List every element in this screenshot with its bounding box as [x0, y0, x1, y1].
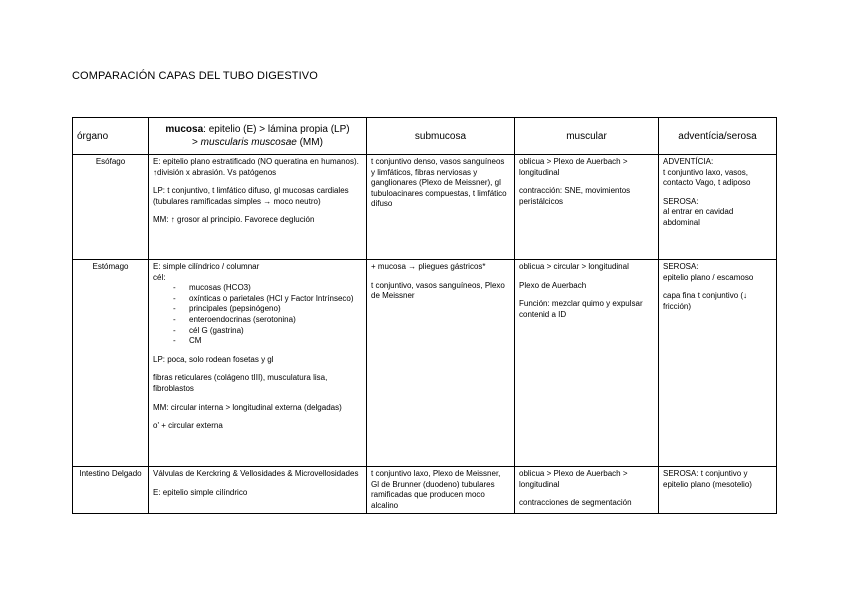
- header-mucosa-bold: mucosa: [165, 124, 204, 135]
- text-line: SEROSA: t conjuntivo y epitelio plano (mesotelio): [663, 469, 752, 489]
- text-line: ADVENTÍCIA:: [663, 157, 714, 166]
- text-line: Plexo de Auerbach: [519, 280, 587, 290]
- text-line: E: epitelio simple cilíndrico: [153, 487, 248, 497]
- list-item: - cél G (gastrina): [173, 326, 362, 337]
- text-line: epitelio plano / escamoso: [663, 272, 754, 282]
- text-line: t conjuntivo denso, vasos sanguíneos y limfáticos, fibras nerviosas y ganglionares (Plexo de Meissner), gl tubuloacinares compuestas, t limfático difuso: [371, 157, 507, 209]
- cell-type-list: [153, 283, 362, 347]
- text-line: MM: circular interna > longitudinal externa (delgadas): [153, 402, 342, 412]
- text-line: cél:: [153, 272, 166, 282]
- header-submucosa: submucosa: [367, 118, 515, 155]
- text-line: al entrar en cavidad abdominal: [663, 207, 734, 227]
- header-adventicia: adventícia/serosa: [659, 118, 777, 155]
- esofago-mucosa: [149, 155, 367, 260]
- text-line: t conjuntivo laxo, Plexo de Meissner, Gl de Brunner (duodeno) tubulares ramificadas que producen moco alcalino: [371, 469, 501, 510]
- estomago-mucosa: [149, 260, 367, 467]
- organ-intestino: Intestino Delgado: [73, 467, 149, 514]
- intestino-muscular: [515, 467, 659, 514]
- header-mucosa-italic: muscularis muscosae: [200, 137, 297, 148]
- text-line: LP: t conjuntivo, t limfático difuso, gl mucosas cardiales (tubulares ramificadas simples → moco neutro): [153, 186, 349, 206]
- estomago-muscular: [515, 260, 659, 467]
- text-line: Función: mezclar quimo y expulsar contenid a ID: [519, 299, 643, 319]
- text-line: oblicua > Plexo de Auerbach > longitudinal: [519, 469, 628, 489]
- header-row: [73, 118, 777, 155]
- text-line: MM: ↑ grosor al principio. Favorece deglución: [153, 215, 315, 225]
- intestino-mucosa: [149, 467, 367, 514]
- text-line: ↑división x abrasión. Vs patógenos: [153, 167, 277, 177]
- esofago-muscular: [515, 155, 659, 260]
- list-item: - oxínticas o parietales (HCl y Factor Intrínseco): [173, 294, 362, 305]
- list-item: - enteroendocrinas (serotonina): [173, 315, 362, 326]
- organ-estomago: Estómago: [73, 260, 149, 467]
- intestino-adventicia: [659, 467, 777, 514]
- header-mucosa-rest: : epitelio (E) > lámina propia (LP): [203, 124, 350, 135]
- text-line: contracciones de segmentación: [519, 498, 632, 508]
- text-line: SEROSA:: [663, 262, 699, 271]
- header-organ: órgano: [73, 118, 149, 155]
- esofago-submucosa: [367, 155, 515, 260]
- text-line: + mucosa → pliegues gástricos*: [371, 262, 486, 271]
- list-item: - principales (pepsinógeno): [173, 304, 362, 315]
- header-muscular: muscular: [515, 118, 659, 155]
- table-row: [73, 467, 777, 514]
- text-line: fibras reticulares (colágeno tIII), musculatura lisa, fibroblastos: [153, 373, 328, 393]
- table-row: [73, 155, 777, 260]
- header-mucosa-line2-pre: >: [192, 137, 201, 148]
- header-mucosa: [149, 118, 367, 155]
- esofago-adventicia: [659, 155, 777, 260]
- header-mucosa-line2-post: (MM): [296, 137, 323, 148]
- estomago-submucosa: [367, 260, 515, 467]
- organ-esofago: Esófago: [73, 155, 149, 260]
- text-line: t conjuntivo, vasos sanguíneos, Plexo de Meissner: [371, 280, 505, 301]
- text-line: contracción: SNE, movimientos peristálcicos: [519, 186, 631, 206]
- text-line: SEROSA:: [663, 196, 699, 206]
- list-item: - mucosas (HCO3): [173, 283, 362, 294]
- page-title: COMPARACIÓN CAPAS DEL TUBO DIGESTIVO: [72, 70, 318, 82]
- layers-table: [72, 117, 777, 514]
- text-line: o' + circular externa: [153, 421, 223, 431]
- text-line: t conjuntivo laxo, vasos, contacto Vago, t adiposo: [663, 167, 751, 188]
- estomago-adventicia: [659, 260, 777, 467]
- text-line: oblicua > circular > longitudinal: [519, 262, 629, 271]
- text-line: LP: poca, solo rodean fosetas y gl: [153, 354, 274, 364]
- intestino-submucosa: [367, 467, 515, 514]
- text-line: capa fina t conjuntivo (↓ fricción): [663, 291, 748, 311]
- text-line: Válvulas de Kerckring & Vellosidades & Microvellosidades: [153, 469, 359, 478]
- text-line: E: simple cilíndrico / columnar: [153, 262, 260, 271]
- table-row: [73, 260, 777, 467]
- text-line: oblicua > Plexo de Auerbach > longitudinal: [519, 157, 628, 177]
- text-line: E: epitelio plano estratificado (NO queratina en humanos).: [153, 157, 359, 166]
- list-item: - CM: [173, 336, 362, 347]
